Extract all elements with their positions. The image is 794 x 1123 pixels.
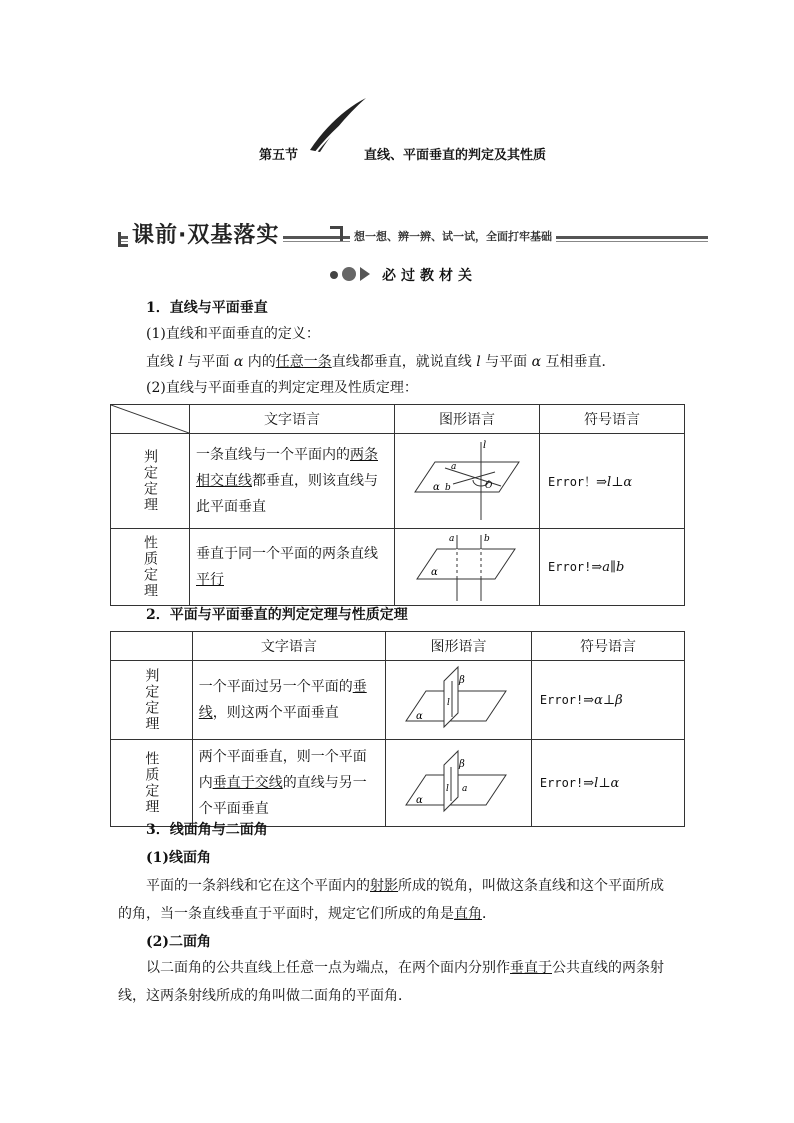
table1-corner — [111, 405, 190, 434]
fig-label-b: b — [484, 534, 490, 544]
table-plane-plane — [110, 631, 685, 827]
fig-label-a: a — [451, 462, 457, 472]
s3-p1-line1: 平面的一条斜线和它在这个平面内的射影所成的锐角，叫做这条直线和这个平面所成 — [146, 878, 664, 894]
banner-title: 课前·双基落实 — [128, 218, 283, 249]
table1-header-symbol: 符号语言 — [540, 405, 685, 434]
table2-header-figure: 图形语言 — [386, 632, 532, 661]
s3-p2-line2: 线，这两条射线所成的角叫做二面角的平面角． — [118, 988, 412, 1004]
fig-label-l: l — [447, 698, 450, 708]
table1-row2-text: 垂直于同一个平面的两条直线平行 — [190, 529, 395, 606]
fig-label-l: l — [483, 440, 487, 451]
table1-row1-symbol: Error！⇒l⊥α — [540, 434, 685, 529]
s3-sub2: (2)二面角 — [146, 934, 211, 950]
fig-label-alpha: α — [433, 482, 440, 493]
table2-row1-text: 一个平面过另一个平面的垂线，则这两个平面垂直 — [192, 661, 385, 740]
table2-row2-symbol: Error!⇒l⊥α — [531, 740, 684, 827]
arrow-right-icon — [360, 267, 370, 281]
table1-header-text: 文字语言 — [190, 405, 395, 434]
s1-definition: 直线 l 与平面 α 内的任意一条直线都垂直，就说直线 l 与平面 α 互相垂直． — [146, 354, 616, 370]
dot-icon — [330, 271, 338, 279]
banner-hook-right — [330, 226, 343, 241]
table1-row2-symbol: Error!⇒a∥b — [540, 529, 685, 606]
section-label: 第五节 — [259, 148, 299, 163]
s3-sub1: (1)线面角 — [146, 850, 211, 866]
s1-def-title: (1)直线和平面垂直的定义： — [146, 326, 320, 342]
dot-large-icon — [342, 267, 356, 281]
s3-p2-line1: 以二面角的公共直线上任意一点为端点，在两个面内分别作垂直于公共直线的两条射 — [146, 960, 664, 976]
fig-label-alpha: α — [431, 567, 438, 578]
table1-row2-figure — [395, 529, 540, 606]
s2-title: 2．平面与平面垂直的判定定理与性质定理 — [146, 607, 408, 623]
table1-row1-label: 判定定理 — [111, 434, 190, 529]
table2-row1-figure — [386, 661, 532, 740]
table2-header-text: 文字语言 — [192, 632, 385, 661]
fig-label-O: O — [485, 481, 493, 491]
fig-label-b: b — [445, 483, 451, 493]
table2-corner — [111, 632, 193, 661]
section-title: 直线、平面垂直的判定及其性质 — [364, 148, 547, 163]
fig-label-alpha: α — [416, 711, 423, 722]
s1-thm-title: (2)直线与平面垂直的判定定理及性质定理： — [146, 380, 418, 396]
subheading — [330, 264, 500, 286]
table2-row2-text: 两个平面垂直，则一个平面内垂直于交线的直线与另一个平面垂直 — [192, 740, 385, 827]
table1-row1-figure — [395, 434, 540, 529]
s3-title: 3．线面角与二面角 — [146, 822, 268, 838]
table-line-plane — [110, 404, 685, 606]
subheading-text: 必过教材关 — [382, 268, 477, 284]
table2-row2-label: 性质定理 — [111, 740, 193, 827]
table2-row1-symbol: Error!⇒α⊥β — [531, 661, 684, 740]
table2-row2-figure — [386, 740, 532, 827]
table2-header-symbol: 符号语言 — [531, 632, 684, 661]
fig-label-l: l — [446, 784, 449, 794]
table1-row2-label: 性质定理 — [111, 529, 190, 606]
table1-header-figure: 图形语言 — [395, 405, 540, 434]
s3-p1-line2: 的角，当一条直线垂直于平面时，规定它们所成的角是直角． — [118, 906, 496, 922]
banner — [118, 224, 708, 250]
table2-row1-label: 判定定理 — [111, 661, 193, 740]
fig-label-a: a — [449, 534, 455, 544]
fig-label-beta: β — [459, 675, 465, 686]
fig-label-alpha: α — [416, 795, 423, 806]
s1-title: 1．直线与平面垂直 — [146, 300, 268, 316]
fig-label-beta: β — [459, 759, 465, 770]
banner-subtitle: 想一想、辨一辨、试一试，全面打牢基础 — [350, 228, 556, 244]
fig-label-a: a — [462, 784, 468, 794]
table1-row1-text: 一条直线与一个平面内的两条相交直线都垂直，则该直线与此平面垂直 — [190, 434, 395, 529]
header-logo-swoosh — [306, 96, 368, 154]
